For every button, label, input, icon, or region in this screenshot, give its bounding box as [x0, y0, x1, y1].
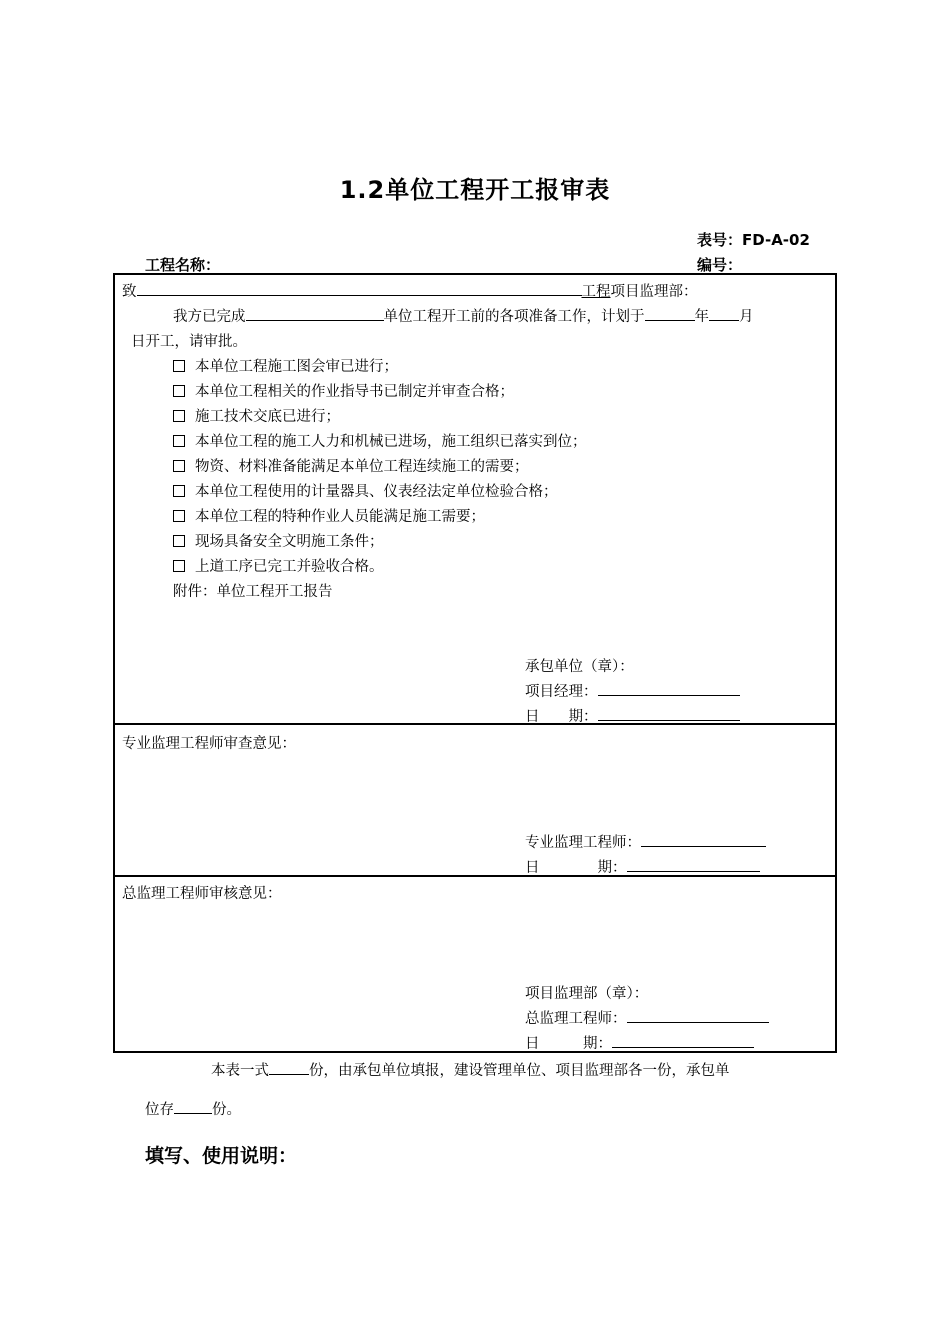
year-blank[interactable] [645, 305, 695, 321]
manager-signature-field[interactable] [598, 680, 740, 696]
attachment-note: 附件：单位工程开工报告 [173, 584, 333, 600]
checkbox[interactable] [173, 410, 185, 422]
checkbox[interactable] [173, 535, 185, 547]
chief-date-line: 日 期： [525, 1032, 754, 1053]
checklist-item[interactable]: 本单位工程的特种作业人员能满足施工需要； [173, 505, 485, 526]
addressee-blank[interactable] [137, 280, 582, 296]
copies-note-line-2: 位存 份。 [145, 1098, 241, 1119]
start-request-line: 日开工，请审批。 [131, 334, 247, 350]
supervision-dept-label: 项目监理部（章）： [525, 986, 649, 1002]
form-number: 表号：FD-A-02 [697, 231, 810, 249]
chief-line: 总监理工程师： [525, 1007, 769, 1028]
checkbox[interactable] [173, 510, 185, 522]
engineer-date-line: 日 期： [525, 856, 760, 877]
copies-blank[interactable] [269, 1059, 309, 1075]
date-line: 日 期： [525, 705, 740, 726]
month-blank[interactable] [709, 305, 739, 321]
retained-copies-blank[interactable] [174, 1098, 212, 1114]
engineer-signature-field[interactable] [641, 831, 766, 847]
serial-label: 编号： [697, 256, 743, 274]
checklist-item[interactable]: 本单位工程相关的作业指导书已制定并审查合格； [173, 380, 514, 401]
copies-note-line-1: 本表一式 份，由承包单位填报，建设管理单位、项目监理部各一份，承包单 [211, 1059, 730, 1080]
addressee-line: 致 工程项目监理部： [122, 280, 698, 301]
checkbox[interactable] [173, 360, 185, 372]
project-blank[interactable] [246, 305, 384, 321]
chief-date-field[interactable] [612, 1032, 754, 1048]
page-title: 1.2单位工程开工报审表 [339, 176, 611, 204]
checkbox[interactable] [173, 460, 185, 472]
manager-line: 项目经理： [525, 680, 740, 701]
completion-line: 我方已完成 单位工程开工前的各项准备工作，计划于 年 月 [173, 305, 754, 326]
checklist-item[interactable]: 上道工序已完工并验收合格。 [173, 555, 384, 576]
engineer-date-field[interactable] [627, 856, 760, 872]
project-name-label: 工程名称： [145, 256, 221, 274]
engineer-review-heading: 专业监理工程师审查意见： [122, 736, 296, 752]
checklist-item[interactable]: 本单位工程使用的计量器具、仪表经法定单位检验合格； [173, 480, 558, 501]
chief-review-heading: 总监理工程师审核意见： [122, 886, 282, 902]
date-field[interactable] [598, 705, 740, 721]
checkbox[interactable] [173, 560, 185, 572]
contractor-label: 承包单位（章）： [525, 659, 634, 675]
checkbox[interactable] [173, 485, 185, 497]
checklist-item[interactable]: 物资、材料准备能满足本单位工程连续施工的需要； [173, 455, 529, 476]
instructions-heading: 填写、使用说明： [145, 1145, 298, 1167]
checklist-item[interactable]: 本单位工程施工图会审已进行； [173, 355, 398, 376]
checklist-item[interactable]: 现场具备安全文明施工条件； [173, 530, 384, 551]
checkbox[interactable] [173, 385, 185, 397]
engineer-line: 专业监理工程师： [525, 831, 766, 852]
checklist-item[interactable]: 施工技术交底已进行； [173, 405, 340, 426]
chief-signature-field[interactable] [627, 1007, 769, 1023]
checklist-item[interactable]: 本单位工程的施工人力和机械已进场，施工组织已落实到位； [173, 430, 587, 451]
checkbox[interactable] [173, 435, 185, 447]
